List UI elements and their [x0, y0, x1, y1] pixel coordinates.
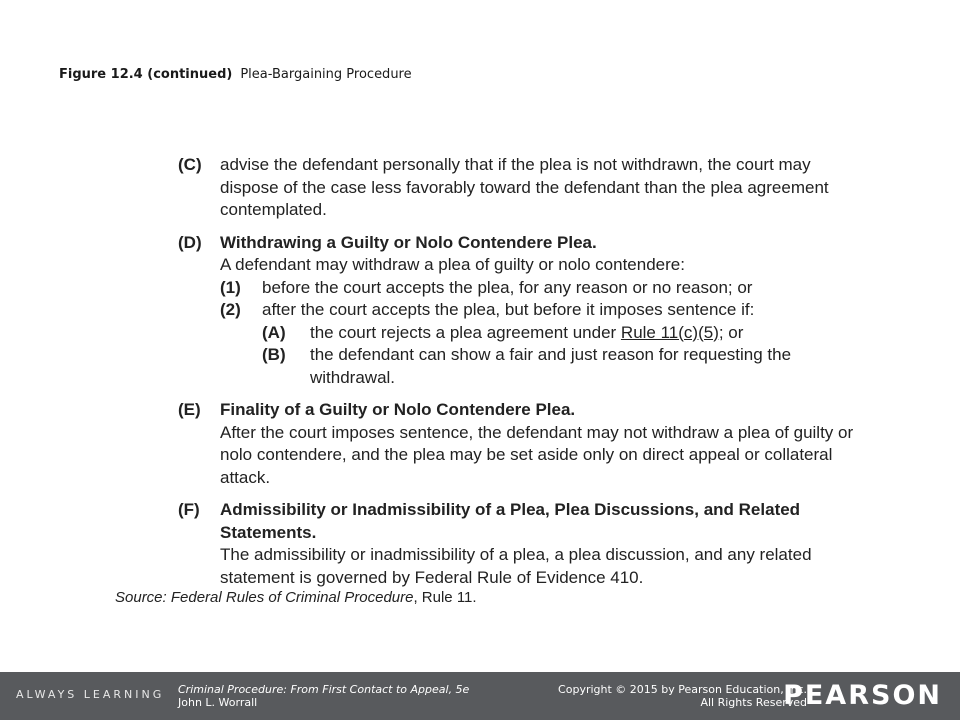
subitem-1 — [220, 277, 868, 300]
rule-item-e — [178, 399, 868, 489]
book-info — [178, 683, 469, 709]
subitem-marker: (2) — [220, 300, 241, 319]
item-title: Finality of a Guilty or Nolo Contendere Plea. — [220, 400, 576, 419]
source-suffix: , Rule 11. — [413, 589, 477, 606]
subitem-text: the court rejects a plea agreement under — [310, 322, 617, 342]
item-title: Admissibility or Inadmissibility of a Plea, Plea Discussions, and Related Statements. — [220, 500, 801, 542]
footer-bar — [0, 672, 960, 720]
item-marker: (E) — [178, 400, 201, 419]
rule-item-c — [178, 154, 868, 222]
source-title: Source: Federal Rules of Criminal Procedure — [115, 589, 414, 606]
tagline: ALWAYS LEARNING — [16, 688, 165, 701]
rule-11c5-link[interactable]: Rule 11(c)(5) — [620, 322, 719, 342]
rule-text — [178, 154, 868, 589]
subitem-a — [262, 322, 868, 345]
figure-title: Plea-Bargaining Procedure — [240, 67, 412, 82]
copyright-line: Copyright © 2015 by Pearson Education, Inc. — [558, 683, 807, 696]
item-marker: (D) — [178, 232, 202, 252]
rule-item-f — [178, 499, 868, 589]
item-text: After the court imposes sentence, the defendant may not withdraw a plea of guilty or nolo contendere, and the plea may be set aside only on direct appeal or collateral attack. — [220, 422, 854, 487]
item-title: Withdrawing a Guilty or Nolo Contendere Plea. — [220, 232, 597, 252]
figure-heading — [59, 67, 412, 82]
subitem-2 — [220, 299, 868, 322]
subitem-text: the defendant can show a fair and just reason for requesting the withdrawal. — [310, 345, 792, 387]
item-intro: A defendant may withdraw a plea of guilty or nolo contendere: — [220, 255, 685, 274]
pearson-logo: PEARSON — [783, 680, 942, 711]
book-author: John L. Worrall — [178, 696, 258, 709]
rule-item-d — [178, 232, 868, 390]
subitem-text-end: ; or — [718, 322, 744, 342]
figure-label: Figure 12.4 (continued) — [59, 67, 233, 82]
subitem-marker: (A) — [262, 322, 286, 342]
subitem-marker: (B) — [262, 345, 286, 364]
book-title: Criminal Procedure: From First Contact to Appeal, 5e — [178, 683, 470, 696]
rights-line: All Rights Reserved — [700, 696, 807, 709]
item-text: The admissibility or inadmissibility of a plea, a plea discussion, and any related statement is governed by Federal Rule of Evidence 410. — [220, 545, 812, 587]
item-marker: (C) — [178, 155, 202, 174]
subitem-b — [262, 344, 868, 389]
item-marker: (F) — [178, 500, 200, 519]
item-text: advise the defendant personally that if the plea is not withdrawn, the court may dispose of the case less favorably toward the defendant than the plea agreement contemplated. — [220, 155, 829, 219]
subitem-text: before the court accepts the plea, for any reason or no reason; or — [262, 277, 753, 297]
subitem-text: after the court accepts the plea, but before it imposes sentence if: — [262, 300, 755, 319]
copyright — [558, 683, 807, 709]
source-citation — [115, 589, 477, 606]
subitem-marker: (1) — [220, 277, 241, 297]
